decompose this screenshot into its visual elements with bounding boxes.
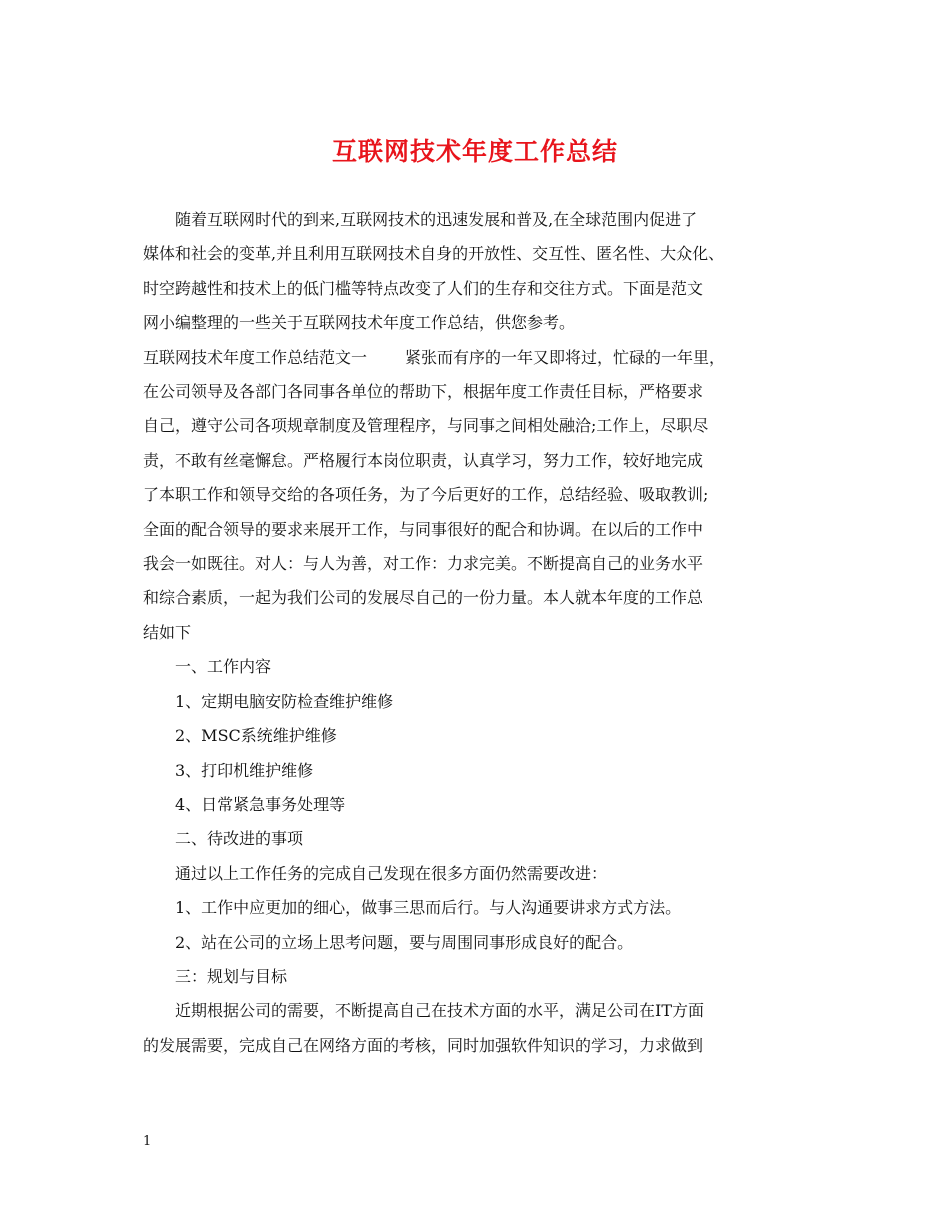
section2-intro: 通过以上工作任务的完成自己发现在很多方面仍然需要改进： bbox=[175, 863, 608, 883]
section3-line-1: 近期根据公司的需要，不断提高自己在技术方面的水平，满足公司在IT方面 bbox=[175, 1001, 704, 1021]
document-title: 互联网技术年度工作总结 bbox=[331, 137, 618, 166]
section2-heading: 二、待改进的事项 bbox=[175, 829, 304, 849]
intro-line-2: 媒体和社会的变革,并且利用互联网技术自身的开放性、交互性、匿名性、大众化、 bbox=[143, 244, 725, 264]
sample-line-2: 自己，遵守公司各项规章制度及管理程序，与同事之间相处融洽;工作上，尽职尽 bbox=[143, 416, 709, 436]
sample-line-1: 在公司领导及各部门各同事各单位的帮助下，根据年度工作责任目标，严格要求 bbox=[143, 382, 704, 402]
section1-item-2: 2、MSC系统维护维修 bbox=[175, 726, 337, 746]
section1-item-3: 3、打印机维护维修 bbox=[175, 760, 314, 780]
sample-line-5: 全面的配合领导的要求来展开工作，与同事很好的配合和协调。在以后的工作中 bbox=[143, 519, 704, 539]
sample-line-3: 责，不敢有丝毫懈怠。严格履行本岗位职责，认真学习，努力工作，较好地完成 bbox=[143, 450, 704, 470]
sample-heading: 互联网技术年度工作总结范文一 bbox=[143, 347, 368, 367]
sample-line-7: 和综合素质，一起为我们公司的发展尽自己的一份力量。本人就本年度的工作总 bbox=[143, 588, 704, 608]
sample-first-line: 紧张而有序的一年又即将过，忙碌的一年里， bbox=[405, 347, 726, 367]
intro-line-4: 网小编整理的一些关于互联网技术年度工作总结，供您参考。 bbox=[143, 313, 576, 333]
sample-heading-line bbox=[143, 341, 823, 375]
section2-item-1: 1、工作中应更加的细心，做事三思而后行。与人沟通要讲求方式方法。 bbox=[175, 898, 682, 918]
section3-heading: 三：规划与目标 bbox=[175, 966, 288, 986]
intro-line-1: 随着互联网时代的到来,互联网技术的迅速发展和普及,在全球范围内促进了 bbox=[175, 210, 698, 229]
page-number: 1 bbox=[143, 1134, 152, 1149]
intro-line-3: 时空跨越性和技术上的低门槛等特点改变了人们的生存和交往方式。下面是范文 bbox=[143, 278, 704, 298]
section3-line-2: 的发展需要，完成自己在网络方面的考核，同时加强软件知识的学习，力求做到 bbox=[143, 1035, 704, 1055]
section1-heading: 一、工作内容 bbox=[175, 657, 272, 677]
document-body bbox=[143, 203, 823, 1063]
section1-item-4: 4、日常紧急事务处理等 bbox=[175, 794, 346, 814]
sample-line-6: 我会一如既往。对人：与人为善，对工作：力求完美。不断提高自己的业务水平 bbox=[143, 554, 704, 574]
section2-item-2: 2、站在公司的立场上思考问题，要与周围同事形成良好的配合。 bbox=[175, 932, 634, 952]
section1-item-1: 1、定期电脑安防检查维护维修 bbox=[175, 691, 394, 711]
sample-line-8: 结如下 bbox=[143, 622, 192, 642]
sample-line-4: 了本职工作和领导交给的各项任务，为了今后更好的工作，总结经验、吸取教训; bbox=[143, 485, 709, 505]
